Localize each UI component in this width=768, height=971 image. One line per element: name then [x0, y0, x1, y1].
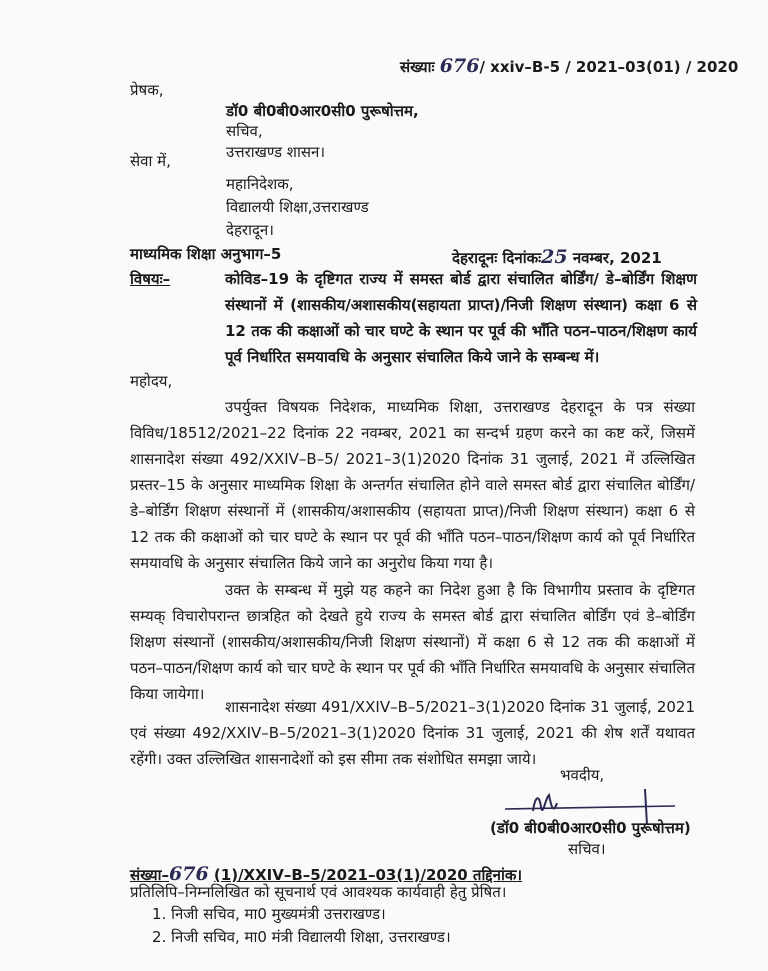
endorsement-code: (1)/XXIV–B–5/2021–03(1)/2020 तद्दिनांक। [213, 866, 523, 884]
recipient-title: महानिदेशक, [226, 175, 294, 193]
sender-designation: सचिव, [226, 122, 263, 140]
copy-line: प्रतिलिपि–निम्नलिखित को सूचनार्थ एवं आवश्यक कार्यवाही हेतु प्रेषित। [130, 883, 507, 901]
recipient-label: सेवा में, [130, 152, 171, 170]
signatory-name: (डॉ0 बी0बी0आर0सी0 पुरूषोत्तम) [490, 819, 691, 837]
date-month-year: नवम्बर, 2021 [572, 249, 662, 267]
date-label: दिनांकः [502, 249, 542, 267]
signatory-designation: सचिव। [568, 840, 606, 858]
reference-code: / xxiv–B-5 / 2021–03(01) / 2020 [479, 58, 739, 76]
reference-label: संख्याः [400, 58, 435, 76]
body-paragraph-1: उपर्युक्त विषयक निदेशक, माध्यमिक शिक्षा, उत्तराखण्ड देहरादून के पत्र संख्या विविध/18512/2021–22 दिनांक 22 नवम्बर, 2021 का सन्दर्भ ग्रहण करने का कष्ट करें, जिसमें शासनादेश संख्या 492/XXIV–B–5/ 2021–3(1)2020 दिनांक 31 जुलाई, 2021 में उल्लिखित प्रस्तर–15 के अनुसार माध्यमिक शिक्षा के अन्तर्गत संचालित होने वाले समस्त बोर्ड द्वारा संचालित बोर्डिंग/डे–बोर्डिंग शिक्षण संस्थानों में (शासकीय/अशासकीय (सहायता प्राप्त)/निजी शिक्षण संस्थान) कक्षा 6 से 12 तक की कक्षाओं को चार घण्टे के स्थान पर पूर्व की भाँति पठन–पाठन/शिक्षण कार्य को पूर्व निर्धारित समयावधि के अनुसार संचालित किये जाने का अनुरोध किया गया है। [130, 398, 695, 572]
endorsement-label: संख्या– [130, 866, 170, 884]
body-paragraph-3: शासनादेश संख्या 491/XXIV–B–5/2021–3(1)2020 दिनांक 31 जुलाई, 2021 एवं संख्या 492/XXIV–B–5/2021–3(1)2020 दिनांक 31 जुलाई, 2021 की शेष शर्तें यथावत रहेंगी। उक्त उल्लिखित शासनादेशों को इस सीमा तक संशोधित समझा जाये। [130, 698, 695, 768]
copy-item-2: 2. निजी सचिव, मा0 मंत्री विद्यालयी शिक्षा, उत्तराखण्ड। [152, 928, 451, 946]
sender-label: प्रेषक, [130, 81, 164, 99]
valediction: भवदीय, [560, 766, 605, 784]
sender-name: डॉ0 बी0बी0आर0सी0 पुरूषोत्तम, [226, 102, 419, 120]
subject-text: कोविड–19 के दृष्टिगत राज्य में समस्त बोर्ड द्वारा संचालित बोर्डिंग/ डे–बोर्डिंग शिक्षण संस्थानों में (शासकीय/अशासकीय(सहायता प्राप्त)/निजी शिक्षण संस्थान) कक्षा 6 से 12 तक की कक्षाओं को चार घण्टे के स्थान पर पूर्व की भाँति पठन–पाठन/शिक्षण कार्य पूर्व निर्धारित समयावधि के अनुसार संचालित किये जाने के सम्बन्ध में। [225, 270, 697, 366]
sender-office: उत्तराखण्ड शासन। [226, 143, 326, 161]
subject-label: विषयः– [130, 270, 171, 288]
date-handwritten-day: 25 [541, 246, 568, 268]
recipient-department: विद्यालयी शिक्षा,उत्तराखण्ड [226, 198, 369, 216]
reference-handwritten-number: 676 [439, 55, 480, 77]
reference-number [400, 52, 738, 81]
endorsement-handwritten-number: 676 [169, 863, 209, 885]
recipient-city: देहरादून। [226, 221, 274, 239]
copy-item-1: 1. निजी सचिव, मा0 मुख्यमंत्री उत्तराखण्ड। [152, 905, 386, 923]
body-paragraph-2: उक्त के सम्बन्ध में मुझे यह कहने का निदेश हुआ है कि विभागीय प्रस्ताव के दृष्टिगत सम्यक् विचारोपरान्त छात्रहित को देखते हुये राज्य के समस्त बोर्ड द्वारा संचालित बोर्डिंग एवं डे–बोर्डिंग शिक्षण संस्थानों (शासकीय/अशासकीय/निजी शिक्षण संस्थानों) में कक्षा 6 से 12 तक की कक्षाओं में पठन–पाठन/शिक्षण कार्य को चार घण्टे के स्थान पर पूर्व की भाँति निर्धारित समयावधि के अनुसार संचालित किया जायेगा। [130, 581, 695, 703]
salutation: महोदय, [130, 372, 173, 390]
section-name: माध्यमिक शिक्षा अनुभाग–5 [130, 245, 282, 263]
place: देहरादूनः [452, 249, 498, 267]
